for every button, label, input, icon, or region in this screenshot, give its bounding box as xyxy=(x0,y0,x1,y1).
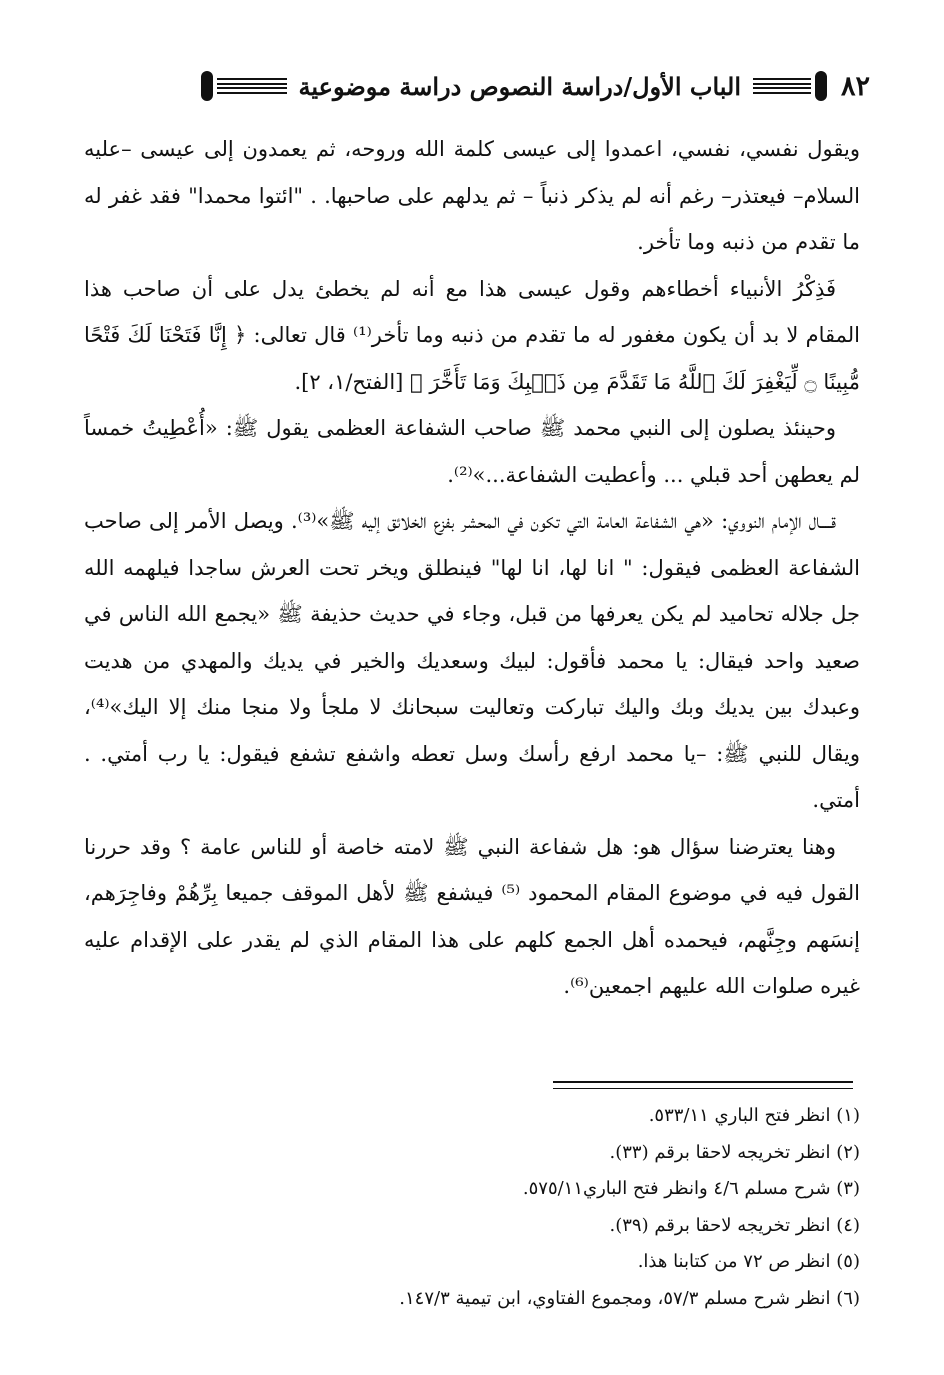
ornament-bullet-left xyxy=(201,71,213,101)
ornament-bullet-right xyxy=(815,71,827,101)
footnote: (١) انظر فتح الباري ٥٣٣/١١. xyxy=(648,1105,860,1126)
footnote-separator xyxy=(553,1081,853,1083)
footnote-separator-thin xyxy=(553,1088,853,1089)
ornament-rule-left xyxy=(217,78,287,94)
footnote: (٦) انظر شرح مسلم ٥٧/٣، ومجموع الفتاوي، ابن تيمية ١٤٧/٣. xyxy=(399,1287,860,1309)
paragraph: فَذِكْرُ الأنبياء أخطاءهم وقول عيسى هذا مع أنه لم يخطئ يدل على أن صاحب هذا المقام لا بد أن يكون مغفور له ما تقدم من ذنبه وما تأخر⁽¹⁾ قال تعالى: ﴿ إِنَّا فَتَحْنَا لَكَ فَتْحًا مُّبِينًا ۝ لِّيَغْفِرَ لَكَ ٱللَّهُ مَا تَقَدَّمَ مِن ذَنۢبِكَ وَمَا تَأَخَّرَ ﴾ [الفتح/١، ٢]. xyxy=(84,276,861,394)
main-text xyxy=(84,126,860,1010)
footnote: (٣) شرح مسلم ٤/٦ وانظر فتح الباري٥٧٥/١١. xyxy=(522,1178,860,1199)
footnote: (٤) انظر تخريجه لاحقا برقم (٣٩). xyxy=(609,1214,860,1236)
running-header xyxy=(80,58,870,114)
paragraph: وحينئذ يصلون إلى النبي محمد ﷺ صاحب الشفاعة العظمى يقول ﷺ: «أُعْطِيتُ خمساً لم يعطهن أحد قبلي ... وأعطيت الشفاعة...»⁽²⁾. xyxy=(84,416,860,487)
paragraph: وهنا يعترضنا سؤال هو: هل شفاعة النبي ﷺ لامته خاصة أو للناس عامة ؟ وقد حررنا القول فيه في موضوع المقام المحمود ⁽⁵⁾ فيشفع ﷺ لأهل الموقف جميعا بِرِّهُمْ وفاجِرَهم، إنسَهم وجِنَّهم، فيحمده أهل الجمع كلهم على هذا المقام الذي لم يقدر على الإقدام عليه غيره صلوات الله عليهم اجمعين⁽⁶⁾. xyxy=(84,834,860,998)
chapter-title: الباب الأول/دراسة النصوص دراسة موضوعية xyxy=(298,71,741,101)
page-number: ٨٢ xyxy=(840,70,870,102)
footnotes xyxy=(80,1098,860,1317)
paragraph: قــــال الإمام النووي: «هي الشفاعة العامة التي تكون في المحشر بفزع الخلائق إليه ﷺ»⁽³⁾. ويصل الأمر إلى صاحب الشفاعة العظمى فيقول: " انا لها، انا لها" فينطلق ويخر تحت العرش ساجدا فيلهمه الله جل جلاله تحاميد لم يكن يعرفها من قبل، وجاء في حديث حذيفة ﷺ «يجمع الله الناس في صعيد واحد فيقال: يا محمد فأقول: لبيك وسعديك والخير في يديك والمهدي من هديت وعبدك بين يديك وبك واليك تباركت وتعاليت سبحانك لا ملجأ ولا منجا منك إلا اليك»⁽⁴⁾، ويقال للنبي ﷺ: –يا محمد ارفع رأسك وسل تعطه واشفع تشفع فيقول: يا رب أمتي. . أمتي. xyxy=(84,509,860,812)
footnote: (٢) انظر تخريجه لاحقا برقم (٣٣). xyxy=(609,1141,860,1163)
ornament-rule-right xyxy=(753,78,811,94)
paragraph: ويقول نفسي، نفسي، اعمدوا إلى عيسى كلمة الله وروحه، ثم يعمدون إلى عيسى –عليه السلام– فيعتذر– رغم أنه لم يذكر ذنباً – ثم يدلهم على صاحبها. . "ائتوا محمدا" فقد غفر له ما تقدم من ذنبه وما تأخر. xyxy=(84,137,860,254)
footnote: (٥) انظر ص ٧٢ من كتابنا هذا. xyxy=(637,1251,860,1272)
